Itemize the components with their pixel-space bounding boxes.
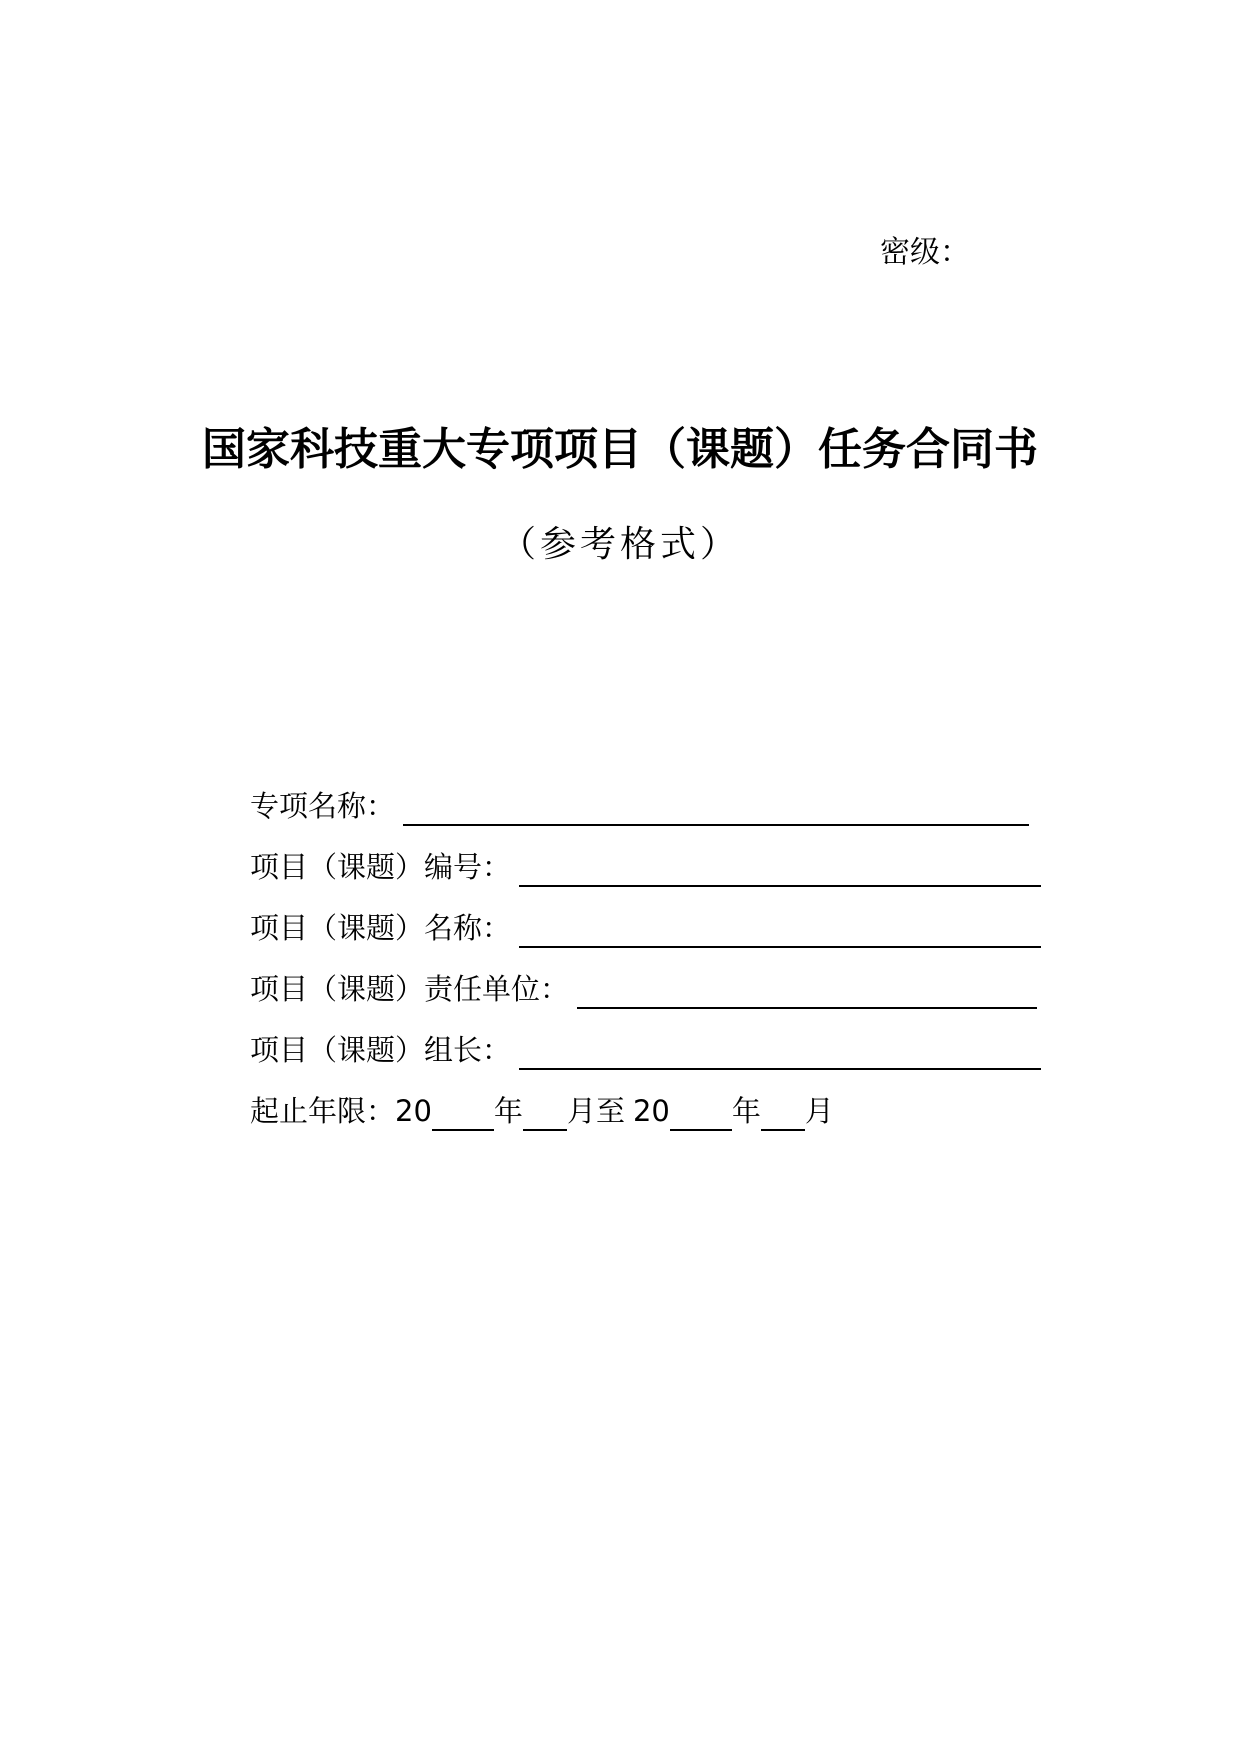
team-leader-line[interactable] (519, 1032, 1041, 1070)
document-title: 国家科技重大专项项目（课题）任务合同书 (202, 424, 1038, 475)
period-row (250, 1087, 834, 1131)
team-leader-label: 项目（课题）组长： (250, 1033, 512, 1067)
responsible-unit-line[interactable] (577, 971, 1037, 1009)
period-end-year-unit: 年 (731, 1094, 761, 1128)
period-end-year-blank[interactable] (670, 1095, 732, 1131)
period-end-month-unit: 月 (804, 1094, 834, 1128)
document-subtitle: （参考格式） (499, 524, 740, 565)
project-name-label: 项目（课题）名称： (250, 911, 512, 945)
special-project-name-line[interactable] (403, 788, 1029, 826)
team-leader-row (250, 1026, 1041, 1070)
classification-label: 密级： (880, 235, 970, 270)
project-number-row (250, 843, 1041, 887)
period-start-month-unit: 月至 (566, 1094, 625, 1128)
project-name-line[interactable] (519, 910, 1041, 948)
project-name-row (250, 904, 1041, 948)
period-start-year-prefix: 20 (395, 1094, 432, 1128)
special-project-name-row (250, 782, 1029, 826)
responsible-unit-label: 项目（课题）责任单位： (250, 972, 570, 1006)
responsible-unit-row (250, 965, 1037, 1009)
period-end-month-blank[interactable] (761, 1095, 805, 1131)
period-start-year-unit: 年 (493, 1094, 523, 1128)
period-label: 起止年限： (250, 1094, 396, 1128)
special-project-name-label: 专项名称： (250, 789, 396, 823)
project-number-label: 项目（课题）编号： (250, 850, 512, 884)
period-start-year-blank[interactable] (432, 1095, 494, 1131)
period-end-year-prefix: 20 (632, 1094, 670, 1128)
period-start-month-blank[interactable] (523, 1095, 567, 1131)
project-number-line[interactable] (519, 849, 1041, 887)
